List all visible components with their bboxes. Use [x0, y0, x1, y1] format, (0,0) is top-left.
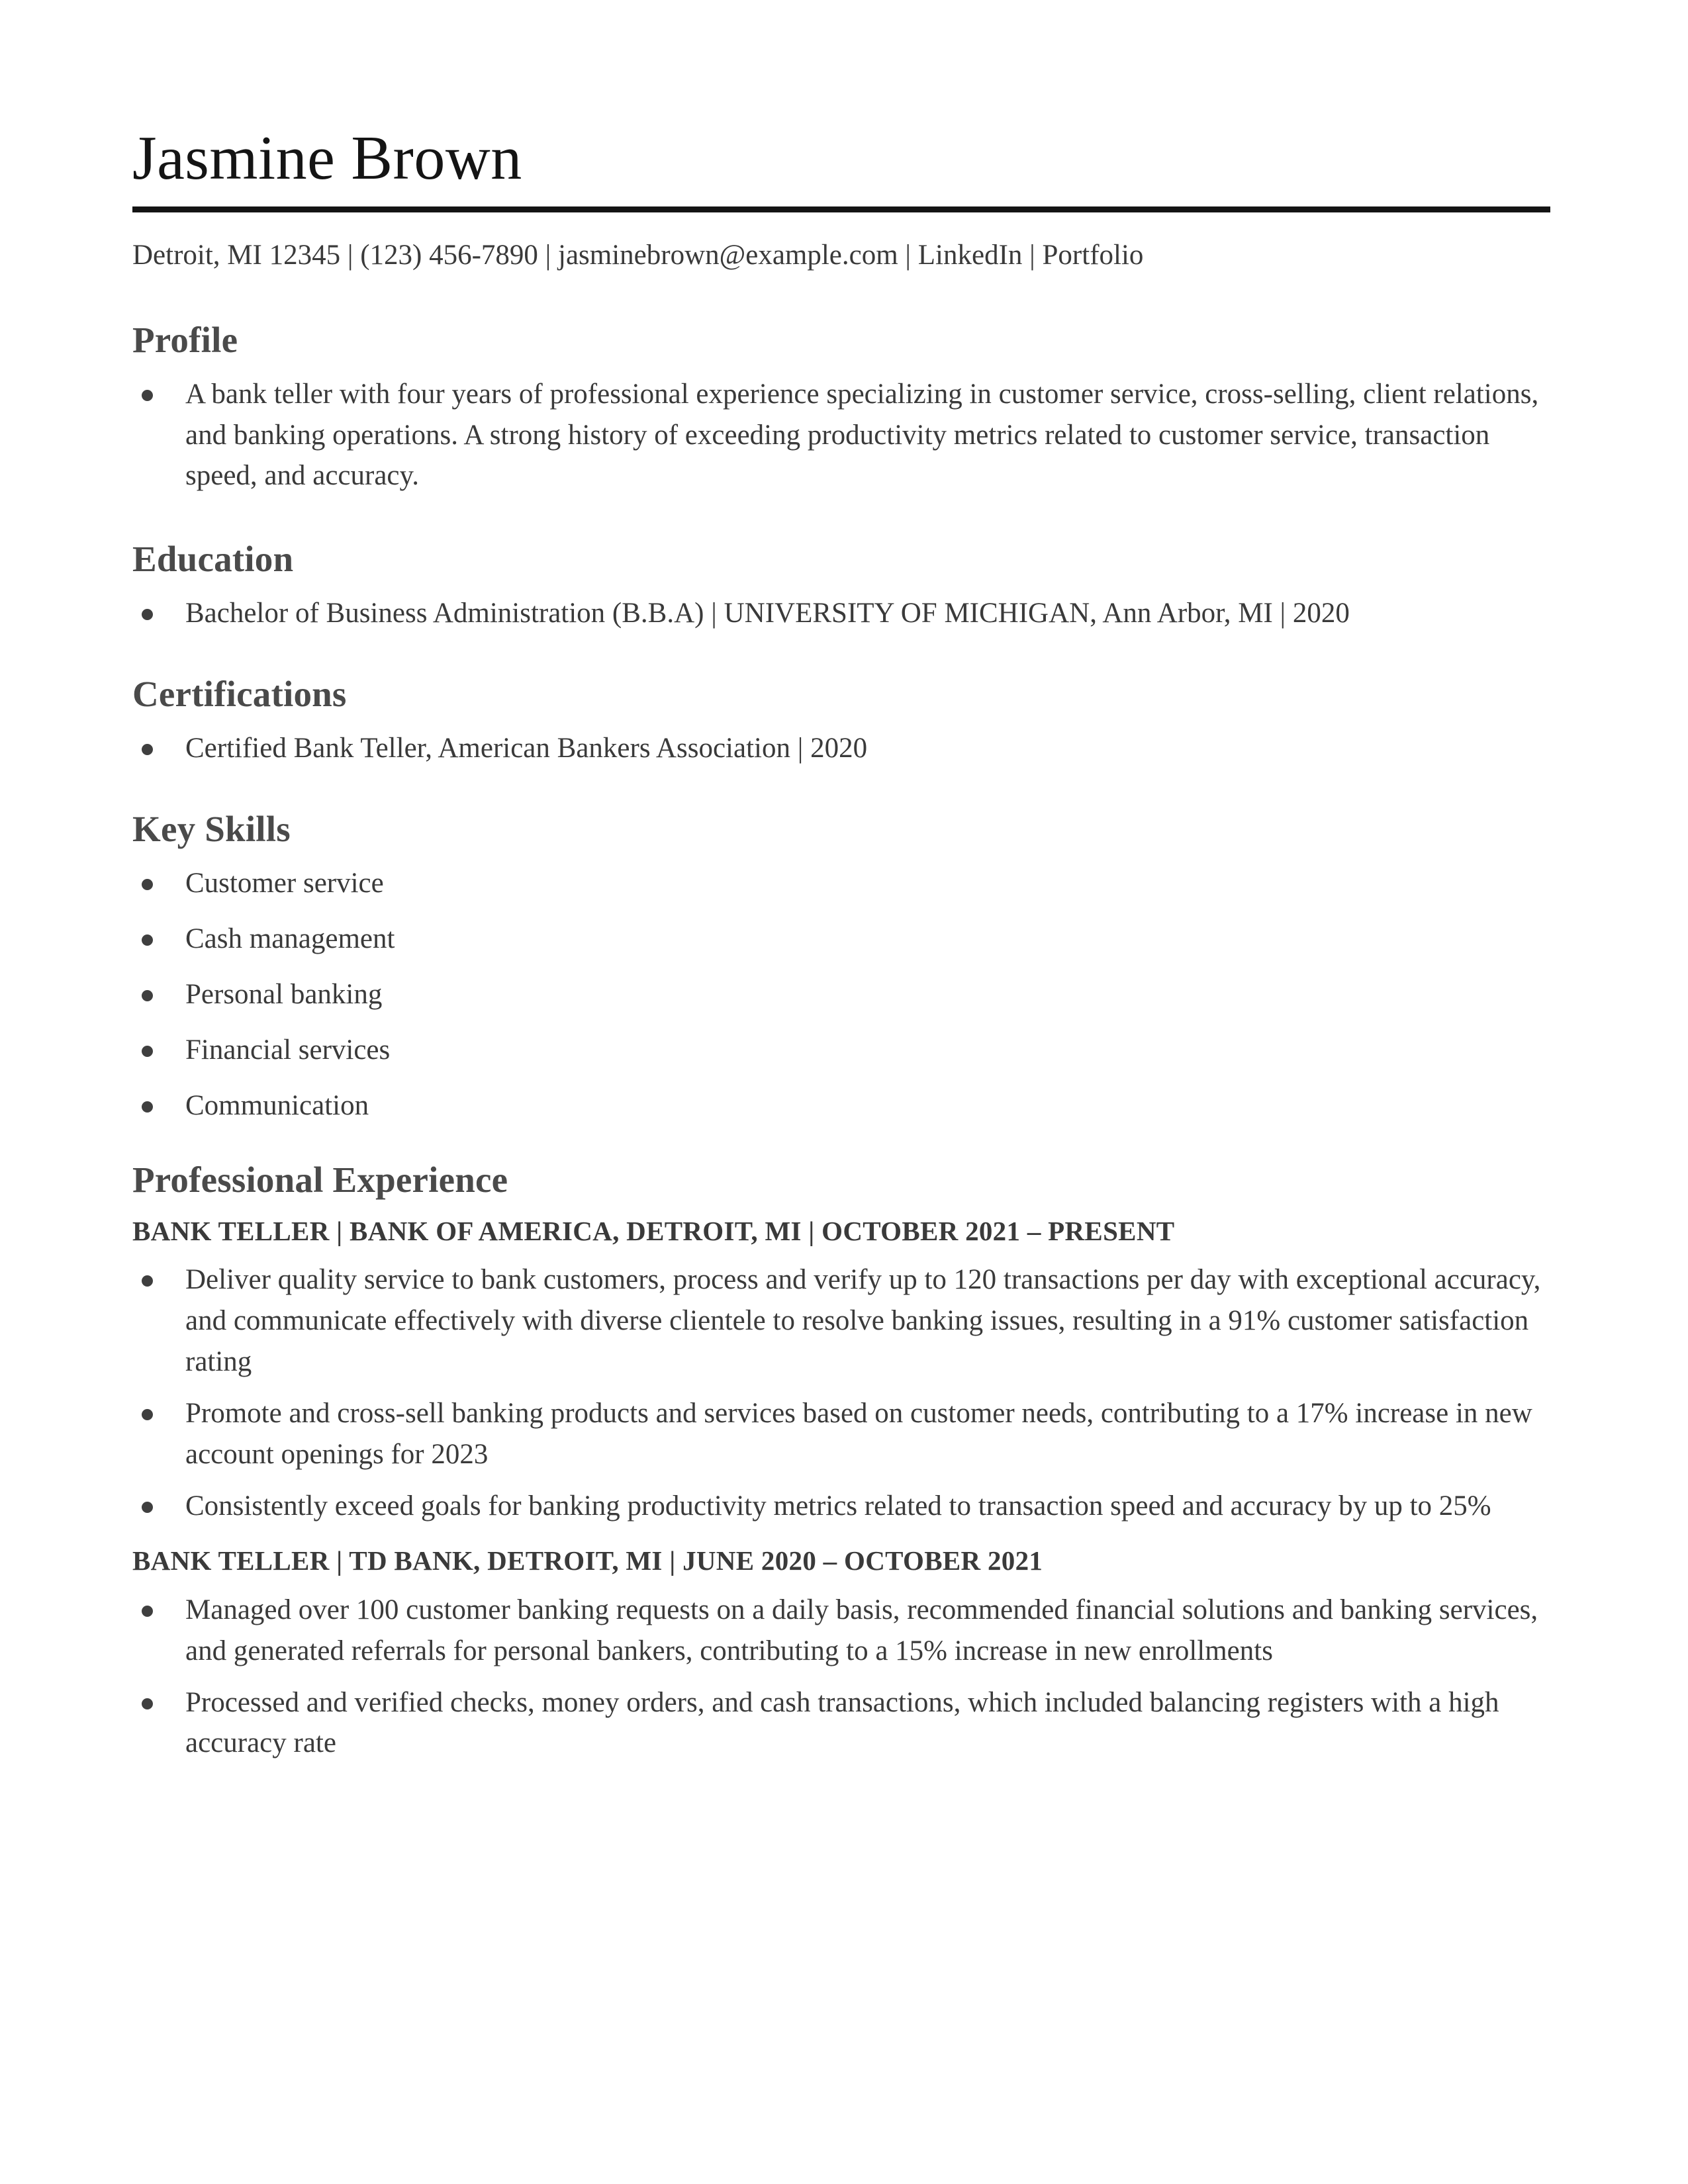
bullet-icon: [142, 744, 153, 755]
list-item-text: Promote and cross-sell banking products and services based on customer needs, contributing to a 17% increase in new account openings for 2023: [185, 1397, 1532, 1470]
list-item: [132, 728, 1550, 769]
list-item-text: Certified Bank Teller, American Bankers Association | 2020: [185, 733, 868, 764]
bullet-icon: [142, 879, 153, 890]
list-item-text: Cash management: [185, 923, 395, 955]
list-item-text: Personal banking: [185, 979, 383, 1011]
list-item: [132, 863, 1550, 904]
bullet-icon: [142, 390, 153, 401]
bullet-icon: [142, 1409, 153, 1420]
list-item: [132, 1393, 1550, 1475]
section-education: [132, 537, 1550, 634]
experience-bullet-list: [132, 1259, 1550, 1526]
bullet-icon: [142, 934, 153, 946]
section-professional-experience: [132, 1158, 1550, 1764]
list-item: [132, 374, 1550, 497]
contact-line: Detroit, MI 12345 | (123) 456-7890 | jasminebrown@example.com | LinkedIn | Portfolio: [132, 239, 1144, 271]
section-title-professional-experience: Professional Experience: [132, 1159, 508, 1200]
list-item-text: Processed and verified checks, money orders, and cash transactions, which included balancing registers with a high accuracy rate: [185, 1686, 1499, 1759]
experience-bullet-list: [132, 1590, 1550, 1764]
section-title-education: Education: [132, 539, 294, 580]
section-key-skills: [132, 807, 1550, 1126]
education-bullet-list: [132, 593, 1550, 634]
list-item-text: Consistently exceed goals for banking productivity metrics related to transaction speed and accuracy by up to 25%: [185, 1490, 1491, 1522]
certifications-bullet-list: [132, 728, 1550, 769]
list-item: [132, 593, 1550, 634]
list-item: [132, 919, 1550, 960]
list-item-text: Bachelor of Business Administration (B.B.A) | UNIVERSITY OF MICHIGAN, Ann Arbor, MI | 2020: [185, 598, 1350, 629]
section-title-profile: Profile: [132, 319, 238, 360]
list-item-text: Deliver quality service to bank customers, process and verify up to 120 transactions per day with exceptional accuracy, and communicate effectively with diverse clientele to resolve banking issues, resulting in a 91% customer satisfaction rating: [185, 1264, 1541, 1377]
experience-heading: BANK TELLER | BANK OF AMERICA, DETROIT, MI | OCTOBER 2021 – PRESENT: [132, 1215, 1175, 1246]
bullet-icon: [142, 990, 153, 1001]
list-item: [132, 1590, 1550, 1672]
list-item: [132, 1682, 1550, 1764]
section-profile: [132, 318, 1550, 497]
experience-entry: [132, 1214, 1550, 1527]
profile-bullet-list: [132, 374, 1550, 497]
list-item: [132, 1030, 1550, 1071]
list-item-text: A bank teller with four years of professional experience specializing in customer service, cross-selling, client relations, and banking operations. A strong history of exceeding productivity metrics related to customer service, transaction speed, and accuracy.: [185, 378, 1539, 492]
bullet-icon: [142, 1101, 153, 1113]
bullet-icon: [142, 609, 153, 620]
bullet-icon: [142, 1606, 153, 1617]
header-divider: [132, 206, 1550, 212]
list-item-text: Managed over 100 customer banking requests on a daily basis, recommended financial solutions and banking services, and generated referrals for personal bankers, contributing to a 15% increase in new enrollments: [185, 1594, 1538, 1666]
list-item-text: Customer service: [185, 868, 384, 899]
section-title-key-skills: Key Skills: [132, 809, 291, 850]
bullet-icon: [142, 1275, 153, 1287]
bullet-icon: [142, 1698, 153, 1709]
resume-content: [132, 126, 1550, 1793]
list-item: [132, 974, 1550, 1015]
bullet-icon: [142, 1502, 153, 1513]
section-title-certifications: Certifications: [132, 674, 347, 715]
list-item: [132, 1259, 1550, 1383]
experience-entry: [132, 1543, 1550, 1764]
section-certifications: [132, 672, 1550, 769]
list-item: [132, 1486, 1550, 1527]
list-item-text: Financial services: [185, 1034, 391, 1066]
candidate-name: Jasmine Brown: [132, 124, 522, 193]
key-skills-list: [132, 863, 1550, 1126]
bullet-icon: [142, 1046, 153, 1057]
experience-heading: BANK TELLER | TD BANK, DETROIT, MI | JUNE 2020 – OCTOBER 2021: [132, 1545, 1043, 1576]
list-item: [132, 1085, 1550, 1126]
list-item-text: Communication: [185, 1089, 369, 1121]
